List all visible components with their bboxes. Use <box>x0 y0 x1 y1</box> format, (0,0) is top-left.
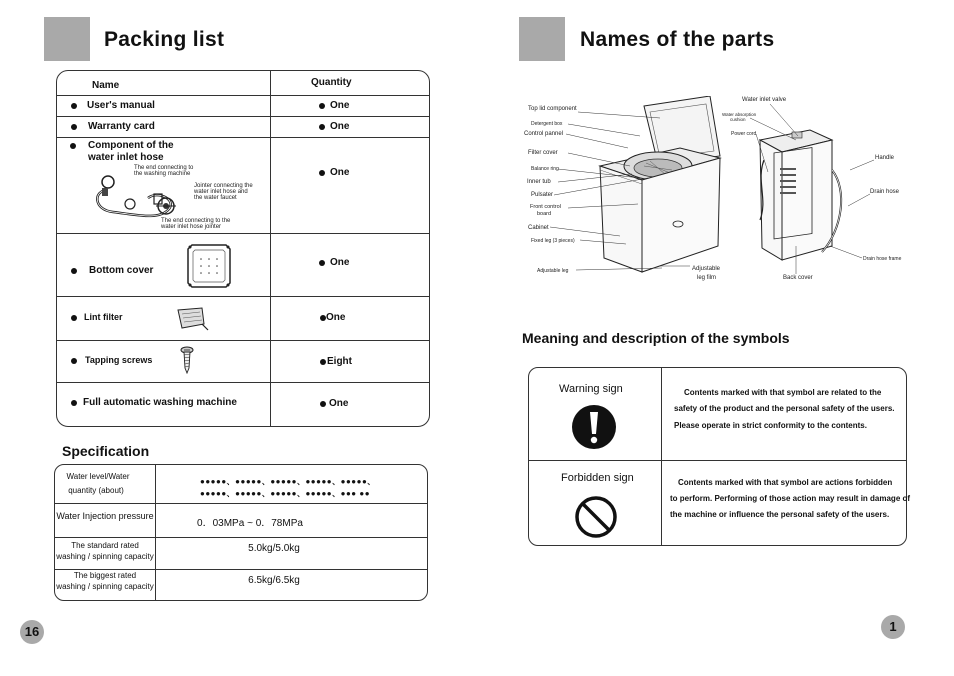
row-name-bottom-cover: Bottom cover <box>89 265 154 276</box>
table-row-divider <box>56 95 430 96</box>
spec-value-standard-capacity: 5.0kg/5.0kg <box>248 543 300 554</box>
forbidden-icon <box>573 494 619 540</box>
row-name-warranty-card: Warranty card <box>88 121 155 132</box>
label-handle: Handle <box>875 155 895 161</box>
page-number-right: 1 <box>881 615 905 639</box>
label-cabinet: Cabinet <box>528 225 549 231</box>
label-adjustable-leg: Adjustable leg <box>537 268 569 274</box>
row-name-tapping-screws: Tapping screws <box>85 355 153 365</box>
part-leader-lines <box>520 96 720 276</box>
spec-value-injection-pressure: 0．03MPa ~ 0．78MPa <box>197 518 303 529</box>
forbidden-desc-l1: Contents marked with that symbol are actions forbidden <box>678 478 893 487</box>
spec-label-standard-capacity-l2: washing / spinning capacity <box>56 552 154 561</box>
spec-label-injection-pressure: Water Injection pressure <box>56 511 154 521</box>
bullet-icon <box>71 400 77 406</box>
forbidden-desc-l3: the machine or influence the personal safety of the users. <box>670 510 890 519</box>
spec-label-water-level-l2: quantity (about) <box>68 486 124 495</box>
page-number-left: 16 <box>20 620 44 644</box>
warning-desc-l1: Contents marked with that symbol are related to the <box>684 388 882 397</box>
label-inner-tub: Inner tub <box>527 179 551 185</box>
bullet-icon <box>319 260 325 266</box>
hose-note-hose-end-l1: The end connecting to the <box>161 218 231 224</box>
label-adjustable-leg-film-l1: Adjustable <box>692 266 721 272</box>
row-qty: One <box>330 121 350 132</box>
row-qty: One <box>330 257 350 268</box>
bullet-icon <box>319 170 325 176</box>
table-row-divider <box>56 137 430 138</box>
bullet-icon <box>71 103 77 109</box>
label-adjustable-leg-film-l2: leg film <box>697 275 717 281</box>
table-row-divider <box>56 116 430 117</box>
bottom-cover-illustration <box>184 241 234 291</box>
page-title-names-of-parts: Names of the parts <box>580 28 775 51</box>
page-title-packing-list: Packing list <box>104 28 225 51</box>
faucet-jointer-illustration <box>152 194 180 218</box>
lint-filter-illustration <box>174 304 210 332</box>
table-row-divider <box>56 296 430 297</box>
title-marker <box>519 17 565 61</box>
label-balance-ring: Balance ring <box>531 166 559 172</box>
warning-icon <box>571 404 617 450</box>
label-pulsater: Pulsater <box>531 192 554 198</box>
hose-note-jointer-l1: Jointer connecting the <box>194 183 253 189</box>
bullet-icon <box>320 401 326 407</box>
label-fixed-leg: Fixed leg (3 pieces) <box>531 238 575 244</box>
title-marker <box>44 17 90 61</box>
spec-label-water-level-l1: Water level/Water <box>66 472 130 481</box>
table-row-divider <box>56 340 430 341</box>
label-back-cover: Back cover <box>783 275 813 281</box>
warning-desc-l3: Please operate in strict conformity to the contents. <box>674 421 867 430</box>
hose-note-machine-end-l2: the washing machine <box>134 171 191 177</box>
spec-label-standard-capacity-l1: The standard rated <box>71 541 139 550</box>
bullet-icon <box>71 358 77 364</box>
table-column-divider <box>270 70 271 427</box>
forbidden-desc-l2: to perform. Performing of those action may result in damage of <box>670 494 911 503</box>
table-row-divider <box>528 460 907 461</box>
hose-note-hose-end-l2: water inlet hose jointer <box>161 224 222 230</box>
row-qty: One <box>329 398 349 409</box>
label-water-absorption-l2: cushion <box>730 117 746 122</box>
bullet-icon <box>71 315 77 321</box>
label-front-control-l1: Front control <box>530 204 561 210</box>
table-row-divider <box>54 503 428 504</box>
table-row-divider <box>56 233 430 234</box>
bullet-icon <box>71 124 77 130</box>
label-control-panel: Control pannel <box>524 131 564 137</box>
spec-label-biggest-capacity-l2: washing / spinning capacity <box>56 582 154 591</box>
hose-note-jointer-l2: water inlet hose and <box>194 189 248 195</box>
label-water-absorption-l1: Water absorption <box>722 112 757 117</box>
row-name-inlet-hose-l1: Component of the <box>88 140 174 151</box>
header-quantity: Quantity <box>311 77 352 88</box>
bullet-icon <box>320 359 326 365</box>
forbidden-sign-label: Forbidden sign <box>561 472 634 484</box>
row-qty: One <box>330 100 350 111</box>
row-qty: One <box>330 167 350 178</box>
row-qty: One <box>326 312 346 323</box>
section-title-symbols: Meaning and description of the symbols <box>522 330 790 346</box>
bullet-icon <box>71 268 77 274</box>
bullet-icon <box>70 143 76 149</box>
header-name: Name <box>92 80 120 91</box>
row-name-washing-machine: Full automatic washing machine <box>83 397 237 408</box>
bullet-icon <box>319 103 325 109</box>
label-detergent-box: Detergent box <box>531 121 563 127</box>
tapping-screw-illustration <box>180 346 194 374</box>
hose-note-jointer-l3: the water faucet <box>194 195 237 201</box>
back-leader-lines <box>720 96 910 276</box>
row-name-lint-filter: Lint filter <box>84 312 123 322</box>
label-drain-hose-frame: Drain hose frame <box>863 256 902 262</box>
section-title-specification: Specification <box>62 443 150 459</box>
table-column-divider <box>661 367 662 546</box>
label-power-cord: Power cord <box>731 131 757 137</box>
row-name-inlet-hose-l2: water inlet hose <box>88 152 164 163</box>
label-front-control-l2: board <box>537 211 552 217</box>
spec-value-biggest-capacity: 6.5kg/6.5kg <box>248 575 300 586</box>
label-filter-cover: Filter cover <box>528 150 558 156</box>
spec-value-water-level-l2: ●●●●●、●●●●●、●●●●●、●●●●●、●●● ●● <box>200 489 371 498</box>
table-row-divider <box>56 382 430 383</box>
spec-value-water-level-l1: ●●●●●、●●●●●、●●●●●、●●●●●、●●●●●、 <box>200 477 376 486</box>
hose-note-machine-end-l1: The end connecting to <box>134 165 194 171</box>
warning-desc-l2: safety of the product and the personal safety of the users. <box>674 404 895 413</box>
label-top-lid: Top lid component <box>528 106 577 112</box>
table-row-divider <box>54 537 428 538</box>
row-name-users-manual: User's manual <box>87 100 155 111</box>
row-qty: Eight <box>327 356 352 367</box>
label-drain-hose: Drain hose <box>870 189 900 195</box>
bullet-icon <box>319 124 325 130</box>
label-water-inlet-valve: Water inlet valve <box>742 97 787 103</box>
warning-sign-label: Warning sign <box>559 383 623 395</box>
spec-label-biggest-capacity-l1: The biggest rated <box>73 571 137 580</box>
